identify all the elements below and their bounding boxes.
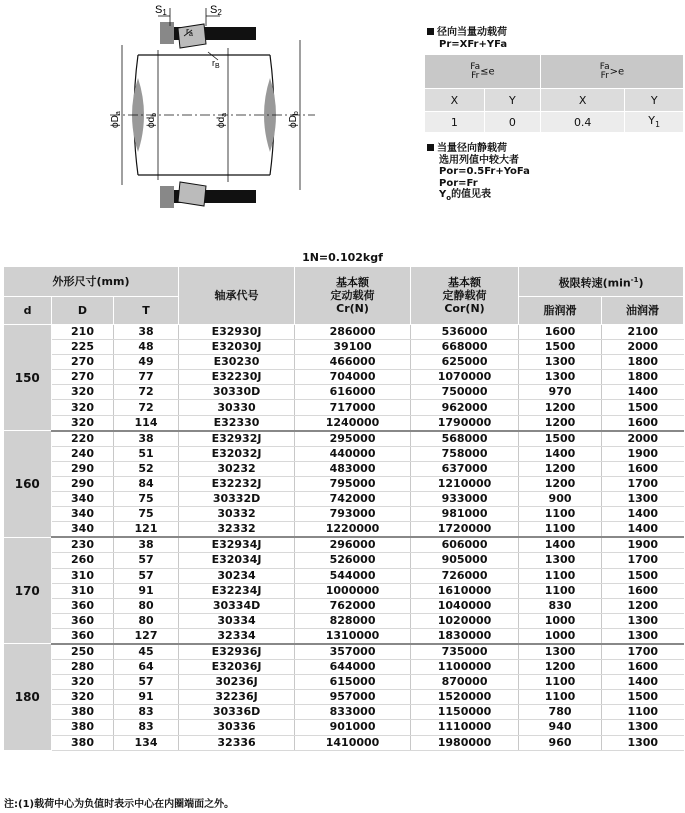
table-cell: 962000 [411, 400, 519, 415]
table-cell: 30330 [179, 400, 295, 415]
table-cell: 360 [52, 628, 114, 644]
header-bearing-code: 轴承代号 [179, 267, 295, 325]
table-cell: 960 [519, 735, 602, 750]
table-cell: 1700 [602, 553, 684, 568]
table-cell: 1200 [519, 476, 602, 491]
table-cell: E32230J [179, 370, 295, 385]
bearing-diagram [100, 0, 335, 225]
table-cell: 1400 [519, 446, 602, 461]
condition-gt-e: Fa Fr >e [540, 55, 683, 89]
table-cell: 30232 [179, 461, 295, 476]
table-cell: E30230 [179, 355, 295, 370]
table-cell: 64 [114, 660, 179, 675]
table-cell: 1070000 [411, 370, 519, 385]
bullet-square-icon [427, 28, 434, 35]
table-cell: 1300 [602, 613, 684, 628]
table-cell: E32030J [179, 340, 295, 355]
table-cell: 544000 [295, 568, 411, 583]
header-speed-limit: 极限转速$(\min^{-1})$ [519, 267, 684, 297]
bore-diameter-cell: 160 [4, 431, 52, 538]
table-cell: 1100 [519, 583, 602, 598]
table-cell: 957000 [295, 690, 411, 705]
table-cell: 1100 [519, 522, 602, 538]
table-cell: 616000 [295, 385, 411, 400]
table-cell: 726000 [411, 568, 519, 583]
dynamic-load-formula: Pr=XFr+YFa [439, 38, 508, 50]
table-cell: 38 [114, 431, 179, 447]
header-dynamic-load: 基本额 定动载荷 Cr(N) [295, 267, 411, 325]
table-cell: 625000 [411, 355, 519, 370]
table-cell: 1500 [602, 568, 684, 583]
table-cell: 1300 [519, 355, 602, 370]
table-cell: 1410000 [295, 735, 411, 750]
table-cell: 320 [52, 415, 114, 431]
table-cell: 30332 [179, 507, 295, 522]
table-cell: 39100 [295, 340, 411, 355]
table-cell: 830 [519, 598, 602, 613]
table-cell: 72 [114, 385, 179, 400]
table-cell: 310 [52, 568, 114, 583]
table-cell: 2000 [602, 431, 684, 447]
table-row [4, 385, 684, 400]
table-cell: E32034J [179, 553, 295, 568]
table-cell: 38 [114, 537, 179, 553]
bore-diameter-cell: 170 [4, 537, 52, 644]
table-cell: E32234J [179, 583, 295, 598]
table-cell: 380 [52, 735, 114, 750]
table-cell: 466000 [295, 355, 411, 370]
table-cell: 1200 [519, 461, 602, 476]
table-cell: 933000 [411, 492, 519, 507]
table-cell: 1830000 [411, 628, 519, 644]
table-cell: 1400 [602, 675, 684, 690]
table-cell: 1700 [602, 644, 684, 660]
table-cell: 290 [52, 476, 114, 491]
table-cell: 2000 [602, 340, 684, 355]
dynamic-load-title: 径向当量动载荷 [437, 27, 507, 38]
table-row [4, 660, 684, 675]
table-cell: 735000 [411, 644, 519, 660]
table-cell: 1600 [602, 415, 684, 431]
table-cell: 1400 [602, 522, 684, 538]
table-cell: 762000 [295, 598, 411, 613]
table-cell: 905000 [411, 553, 519, 568]
header-oil: 油润滑 [602, 297, 684, 325]
factor-header: X [425, 89, 485, 112]
table-cell: 77 [114, 370, 179, 385]
table-cell: 1000 [519, 613, 602, 628]
table-cell: 1900 [602, 537, 684, 553]
label-Da: $\phi D_a$ [110, 111, 122, 128]
table-cell: 72 [114, 400, 179, 415]
table-cell: 75 [114, 507, 179, 522]
table-cell: 1100000 [411, 660, 519, 675]
table-cell: 900 [519, 492, 602, 507]
factor-header: Y [484, 89, 540, 112]
static-load-line: $Y_o$的值见表 [439, 189, 492, 202]
table-cell: 1600 [602, 660, 684, 675]
table-cell: 1500 [602, 400, 684, 415]
table-row [4, 507, 684, 522]
table-cell: 1300 [602, 720, 684, 735]
header-grease: 脂润滑 [519, 297, 602, 325]
condition-le-e: Fa Fr ≤e [425, 55, 541, 89]
table-cell: 30332D [179, 492, 295, 507]
header-D: D [52, 297, 114, 325]
table-cell: 295000 [295, 431, 411, 447]
table-cell: 57 [114, 675, 179, 690]
table-cell: 240 [52, 446, 114, 461]
table-cell: E32932J [179, 431, 295, 447]
table-cell: 1220000 [295, 522, 411, 538]
shoulder-top-left [160, 22, 174, 44]
table-cell: 32236J [179, 690, 295, 705]
table-row [4, 325, 684, 340]
factor-header: X [540, 89, 624, 112]
table-cell: 340 [52, 507, 114, 522]
table-row [4, 400, 684, 415]
table-cell: E32936J [179, 644, 295, 660]
table-cell: 1110000 [411, 720, 519, 735]
table-row [4, 537, 684, 553]
table-cell: 1200 [519, 415, 602, 431]
table-cell: 84 [114, 476, 179, 491]
table-cell: 30336 [179, 720, 295, 735]
table-cell: 57 [114, 568, 179, 583]
bore-diameter-cell: 180 [4, 644, 52, 750]
table-row [4, 340, 684, 355]
table-cell: 1600 [602, 461, 684, 476]
factor-value: 0 [484, 112, 540, 133]
header-dimensions: 外形尺寸(mm) [4, 267, 179, 297]
label-ra: $r_a$ [186, 26, 193, 38]
header-T: T [114, 297, 179, 325]
table-cell: 320 [52, 400, 114, 415]
table-cell: 83 [114, 705, 179, 720]
table-cell: 38 [114, 325, 179, 340]
table-cell: 536000 [411, 325, 519, 340]
static-load-info [427, 143, 530, 205]
table-cell: 793000 [295, 507, 411, 522]
table-cell: 1100 [519, 690, 602, 705]
table-cell: 1900 [602, 446, 684, 461]
table-cell: 83 [114, 720, 179, 735]
label-db: $\phi d_b$ [146, 112, 158, 128]
table-cell: 1720000 [411, 522, 519, 538]
unit-note: 1N=0.102kgf [302, 251, 383, 264]
table-cell: E32232J [179, 476, 295, 491]
label-s1: S1 [155, 4, 167, 17]
table-row [4, 355, 684, 370]
table-cell: 1100 [602, 705, 684, 720]
table-cell: 1400 [519, 537, 602, 553]
shoulder-bottom-left [160, 186, 174, 208]
table-cell: 230 [52, 537, 114, 553]
table-cell: 1300 [519, 553, 602, 568]
table-cell: 1300 [602, 735, 684, 750]
table-cell: 32334 [179, 628, 295, 644]
table-cell: 210 [52, 325, 114, 340]
table-cell: 1200 [519, 660, 602, 675]
table-cell: 440000 [295, 446, 411, 461]
table-cell: 45 [114, 644, 179, 660]
table-cell: E32330 [179, 415, 295, 431]
table-row [4, 522, 684, 538]
table-cell: 2100 [602, 325, 684, 340]
table-cell: 360 [52, 613, 114, 628]
table-cell: 901000 [295, 720, 411, 735]
table-cell: 30330D [179, 385, 295, 400]
table-cell: 1800 [602, 370, 684, 385]
table-cell: 310 [52, 583, 114, 598]
table-cell: 526000 [295, 553, 411, 568]
table-cell: 1500 [519, 340, 602, 355]
table-cell: 940 [519, 720, 602, 735]
table-cell: 568000 [411, 431, 519, 447]
table-cell: 320 [52, 690, 114, 705]
table-row [4, 476, 684, 491]
table-cell: 1500 [519, 431, 602, 447]
static-load-line: 选用列值中较大者 [439, 154, 519, 166]
table-cell: 1100 [519, 568, 602, 583]
table-cell: 260 [52, 553, 114, 568]
table-cell: 49 [114, 355, 179, 370]
table-cell: 1300 [602, 492, 684, 507]
table-cell: 220 [52, 431, 114, 447]
header-static-load: 基本额 定静载荷 Cor(N) [411, 267, 519, 325]
table-cell: 717000 [295, 400, 411, 415]
table-row [4, 598, 684, 613]
table-cell: 615000 [295, 675, 411, 690]
table-cell: 1400 [602, 385, 684, 400]
table-cell: 340 [52, 492, 114, 507]
factor-header: Y [625, 89, 684, 112]
table-cell: 360 [52, 598, 114, 613]
table-cell: E32036J [179, 660, 295, 675]
table-cell: 981000 [411, 507, 519, 522]
table-cell: 1020000 [411, 613, 519, 628]
table-cell: 250 [52, 644, 114, 660]
table-cell: 290 [52, 461, 114, 476]
table-cell: 320 [52, 385, 114, 400]
factor-value: $Y_1$ [625, 112, 684, 133]
table-cell: 1700 [602, 476, 684, 491]
housing-top [160, 27, 256, 40]
static-load-line: Por=0.5Fr+YoFa [439, 166, 530, 177]
table-cell: 1000 [519, 628, 602, 644]
table-cell: 91 [114, 690, 179, 705]
table-cell: 1000000 [295, 583, 411, 598]
table-cell: 1520000 [411, 690, 519, 705]
table-cell: 286000 [295, 325, 411, 340]
table-cell: 637000 [411, 461, 519, 476]
table-row [4, 492, 684, 507]
table-cell: 1610000 [411, 583, 519, 598]
bearing-table [3, 266, 684, 751]
table-cell: 644000 [295, 660, 411, 675]
table-cell: 1200 [519, 400, 602, 415]
load-factor-table [424, 54, 684, 133]
table-cell: 758000 [411, 446, 519, 461]
table-row [4, 690, 684, 705]
table-cell: 114 [114, 415, 179, 431]
table-cell: 1400 [602, 507, 684, 522]
table-cell: 1300 [519, 370, 602, 385]
table-row [4, 568, 684, 583]
table-cell: 30236J [179, 675, 295, 690]
table-cell: 225 [52, 340, 114, 355]
table-cell: 1500 [602, 690, 684, 705]
table-cell: 80 [114, 613, 179, 628]
table-cell: 32332 [179, 522, 295, 538]
table-row [4, 675, 684, 690]
footnote: 注:(1)载荷中心为负值时表示中心在内圈端面之外。 [4, 799, 235, 810]
static-load-title: 当量径向静载荷 [437, 143, 507, 154]
table-cell: 270 [52, 370, 114, 385]
table-row [4, 553, 684, 568]
table-cell: 1980000 [411, 735, 519, 750]
table-row [4, 431, 684, 447]
table-cell: 1300 [519, 644, 602, 660]
table-cell: 30334D [179, 598, 295, 613]
table-cell: 1790000 [411, 415, 519, 431]
table-cell: 870000 [411, 675, 519, 690]
roller-bottom [178, 182, 206, 206]
table-row [4, 644, 684, 660]
table-row [4, 720, 684, 735]
table-row [4, 461, 684, 476]
label-s2: S2 [210, 4, 222, 17]
table-cell: E32032J [179, 446, 295, 461]
table-row [4, 613, 684, 628]
static-load-line: Por=Fr [439, 177, 478, 189]
table-cell: 1310000 [295, 628, 411, 644]
table-cell: 1100 [519, 675, 602, 690]
bore-diameter-cell: 150 [4, 325, 52, 431]
table-cell: 780 [519, 705, 602, 720]
label-rb: $r_B$ [212, 58, 220, 70]
table-cell: 51 [114, 446, 179, 461]
dynamic-load-info [427, 27, 507, 50]
table-row [4, 735, 684, 750]
factor-value: 0.4 [540, 112, 624, 133]
table-row [4, 370, 684, 385]
table-cell: 32336 [179, 735, 295, 750]
table-cell: 296000 [295, 537, 411, 553]
table-cell: 750000 [411, 385, 519, 400]
table-cell: 57 [114, 553, 179, 568]
table-cell: 1300 [602, 628, 684, 644]
table-cell: 704000 [295, 370, 411, 385]
table-cell: E32930J [179, 325, 295, 340]
table-cell: 75 [114, 492, 179, 507]
table-cell: 380 [52, 720, 114, 735]
bullet-square-icon [427, 144, 434, 151]
label-da: $\phi d_a$ [216, 112, 228, 128]
table-cell: 1600 [602, 583, 684, 598]
table-row [4, 628, 684, 644]
table-cell: 742000 [295, 492, 411, 507]
table-cell: 48 [114, 340, 179, 355]
table-cell: 970 [519, 385, 602, 400]
table-cell: 121 [114, 522, 179, 538]
table-cell: 30334 [179, 613, 295, 628]
table-cell: 828000 [295, 613, 411, 628]
label-Db: $\phi D_b$ [288, 111, 300, 128]
table-cell: 340 [52, 522, 114, 538]
table-cell: 1240000 [295, 415, 411, 431]
table-cell: 483000 [295, 461, 411, 476]
table-row [4, 705, 684, 720]
table-cell: 320 [52, 675, 114, 690]
table-cell: 357000 [295, 644, 411, 660]
table-cell: 833000 [295, 705, 411, 720]
table-cell: 1800 [602, 355, 684, 370]
table-cell: 134 [114, 735, 179, 750]
table-row [4, 446, 684, 461]
table-cell: 91 [114, 583, 179, 598]
header-d: d [4, 297, 52, 325]
table-cell: 280 [52, 660, 114, 675]
table-row [4, 583, 684, 598]
table-cell: 1040000 [411, 598, 519, 613]
factor-value: 1 [425, 112, 485, 133]
table-cell: 127 [114, 628, 179, 644]
table-cell: 606000 [411, 537, 519, 553]
table-cell: 668000 [411, 340, 519, 355]
table-cell: 1200 [602, 598, 684, 613]
table-cell: 795000 [295, 476, 411, 491]
table-cell: 1210000 [411, 476, 519, 491]
table-cell: 52 [114, 461, 179, 476]
table-cell: 270 [52, 355, 114, 370]
table-cell: 380 [52, 705, 114, 720]
table-cell: 1150000 [411, 705, 519, 720]
table-cell: E32934J [179, 537, 295, 553]
table-cell: 80 [114, 598, 179, 613]
housing-bottom [160, 190, 256, 203]
table-cell: 1100 [519, 507, 602, 522]
table-row [4, 415, 684, 431]
table-cell: 30336D [179, 705, 295, 720]
table-cell: 1600 [519, 325, 602, 340]
table-cell: 30234 [179, 568, 295, 583]
